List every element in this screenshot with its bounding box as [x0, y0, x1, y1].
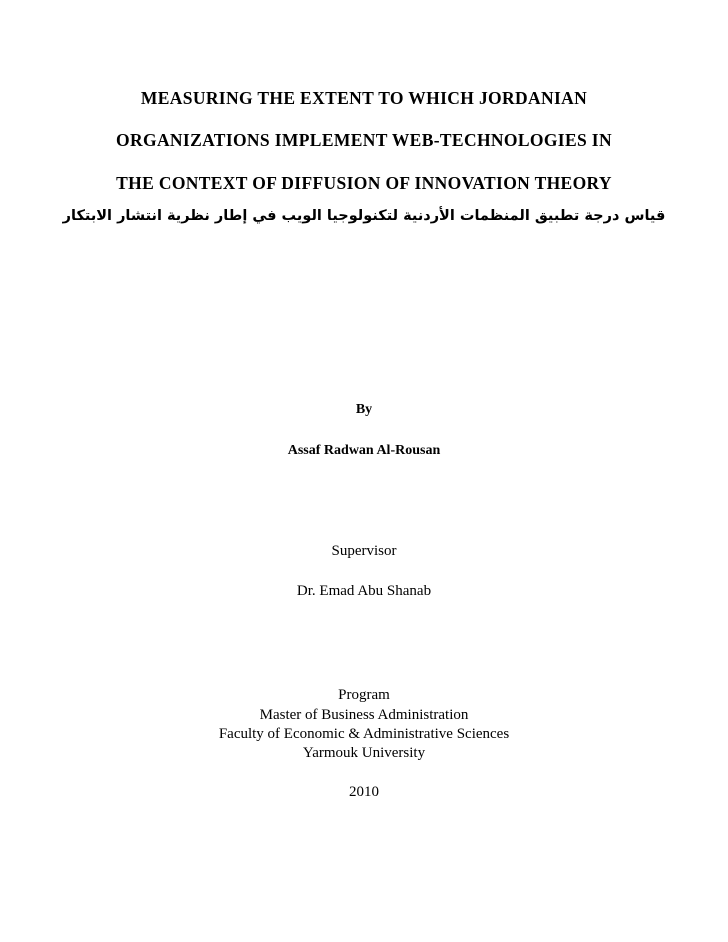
supervisor-name: Dr. Emad Abu Shanab: [296, 583, 432, 599]
university-name: Yarmouk University: [302, 745, 426, 761]
faculty-name: Faculty of Economic & Administrative Sciences: [218, 726, 510, 742]
title-line-1: MEASURING THE EXTENT TO WHICH JORDANIAN: [140, 88, 588, 108]
program-label: Program: [338, 687, 390, 703]
title-line-2: ORGANIZATIONS IMPLEMENT WEB-TECHNOLOGIES IN: [116, 130, 612, 150]
author-name: Assaf Radwan Al-Rousan: [287, 443, 441, 458]
by-label: By: [355, 402, 373, 417]
arabic-title: قياس درجة تطبيق المنظمات الأردنية لتكنولوجيا الويب في إطار نظرية انتشار الابتكار: [62, 208, 666, 224]
degree-name: Master of Business Administration: [259, 707, 469, 723]
title-line-3: THE CONTEXT OF DIFFUSION OF INNOVATION THEORY: [116, 173, 612, 193]
supervisor-label: Supervisor: [331, 543, 397, 559]
year: 2010: [349, 784, 379, 800]
